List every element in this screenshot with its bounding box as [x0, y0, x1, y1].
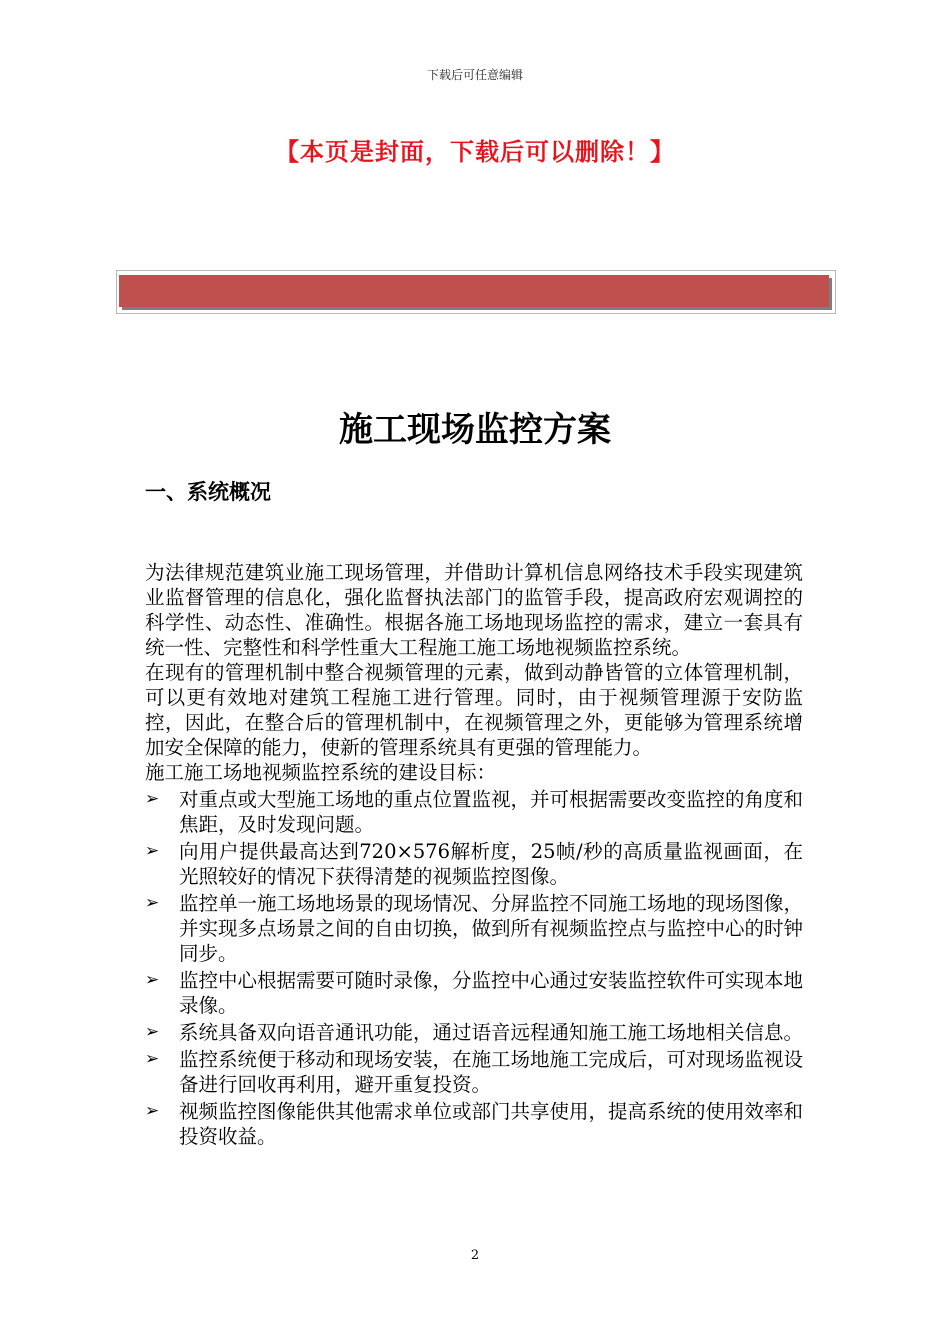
- decorative-banner: [119, 275, 829, 307]
- page-number: 2: [470, 1248, 480, 1263]
- list-item: [145, 968, 803, 1018]
- arrow-bullet-icon: ➢: [145, 1022, 160, 1042]
- list-item-text: 监控中心根据需要可随时录像，分监控中心通过安装监控软件可实现本地录像。: [179, 969, 804, 1017]
- document-title: 施工现场监控方案: [339, 410, 611, 450]
- paragraph: 为法律规范建筑业施工现场管理，并借助计算机信息网络技术手段实现建筑业监督管理的信息化，强化监督执法部门的监管手段，提高政府宏观调控的科学性、动态性、准确性。根据各施工场地现场监控的需求，建立一套具有统一性、完整性和科学性重大工程施工施工场地视频监控系统。: [145, 561, 803, 659]
- list-item-text: 向用户提供最高达到720×576解析度，25帧/秒的高质量监视画面，在光照较好的情况下获得清楚的视频监控图像。: [179, 840, 803, 888]
- list-item-text: 对重点或大型施工场地的重点位置监视，并可根据需要改变监控的角度和焦距，及时发现问题。: [179, 788, 804, 836]
- arrow-bullet-icon: ➢: [145, 789, 160, 809]
- arrow-bullet-icon: ➢: [145, 893, 160, 913]
- list-item-text: 系统具备双向语音通讯功能，通过语音远程通知施工施工场地相关信息。: [179, 1021, 804, 1044]
- list-item-text: 监控系统便于移动和现场安装，在施工场地施工完成后，可对现场监视设备进行回收再利用，避开重复投资。: [179, 1048, 804, 1096]
- arrow-bullet-icon: ➢: [145, 970, 160, 990]
- paragraph: 施工施工场地视频监控系统的建设目标：: [145, 761, 497, 784]
- goals-list: [145, 787, 803, 1149]
- section-heading: 一、系统概况: [145, 480, 271, 504]
- arrow-bullet-icon: ➢: [145, 1101, 160, 1121]
- cover-notice: 【本页是封面，下载后可以删除！】: [275, 138, 675, 166]
- list-item: [145, 891, 803, 966]
- section-body: [145, 560, 803, 1149]
- arrow-bullet-icon: ➢: [145, 1049, 160, 1069]
- list-item: [145, 839, 803, 889]
- list-item: [145, 787, 803, 837]
- decorative-banner-frame: [116, 270, 836, 314]
- list-item: [145, 1047, 803, 1097]
- arrow-bullet-icon: ➢: [145, 841, 160, 861]
- list-item: [145, 1099, 803, 1149]
- header-note: 下载后可任意编辑: [426, 68, 523, 82]
- list-item-text: 监控单一施工场地场景的现场情况、分屏监控不同施工场地的现场图像，并实现多点场景之间的自由切换，做到所有视频监控点与监控中心的时钟同步。: [179, 892, 804, 965]
- list-item: [145, 1020, 803, 1045]
- list-item-text: 视频监控图像能供其他需求单位或部门共享使用，提高系统的使用效率和投资收益。: [179, 1100, 804, 1148]
- paragraph: 在现有的管理机制中整合视频管理的元素，做到动静皆管的立体管理机制，可以更有效地对建筑工程施工进行管理。同时，由于视频管理源于安防监控，因此，在整合后的管理机制中，在视频管理之外，更能够为管理系统增加安全保障的能力，使新的管理系统具有更强的管理能力。: [145, 661, 803, 759]
